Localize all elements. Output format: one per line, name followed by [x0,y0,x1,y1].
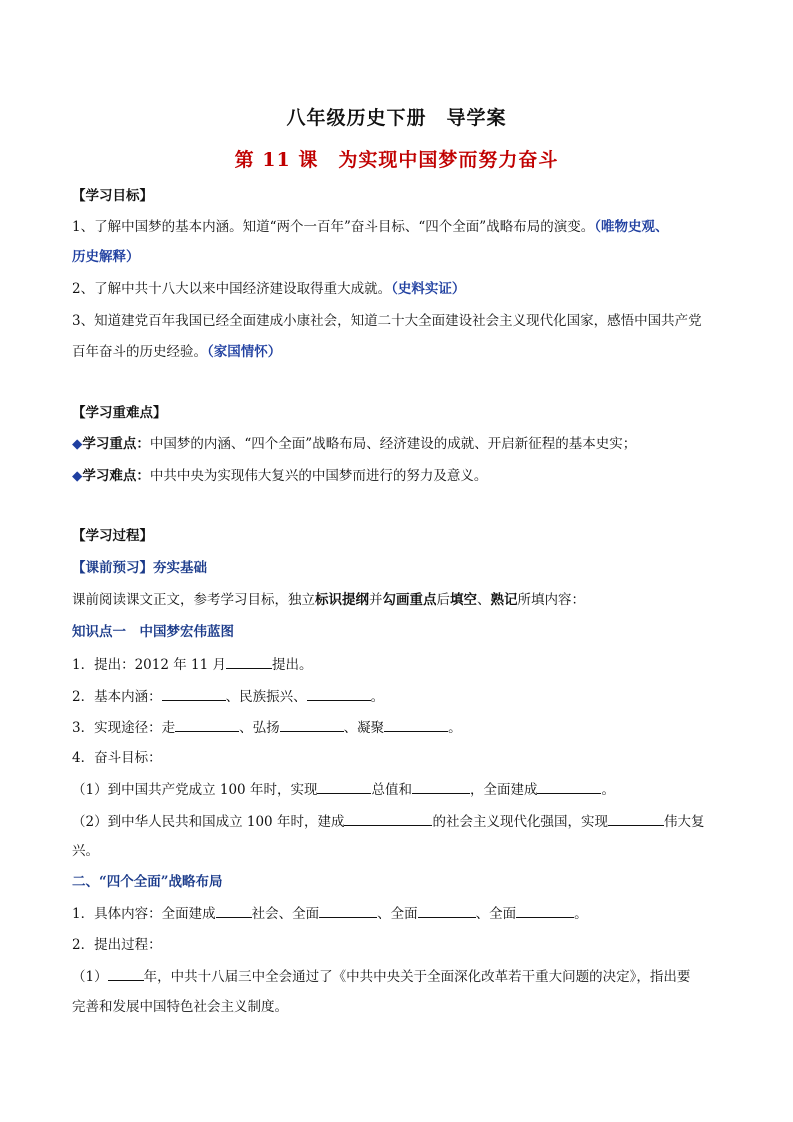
q-text: 总值和 [371,782,412,798]
s2-q1 [72,903,732,924]
instr-bold: 填空 [450,592,477,608]
fill-blank[interactable] [317,779,371,794]
fill-blank[interactable] [307,686,371,701]
lesson-title: 第 11 课 为实现中国梦而努力奋斗 [234,149,559,171]
q-text: 。 [370,689,385,705]
q-text: 、民族振兴、 [225,689,307,705]
instr-bold: 标识提纲 [315,592,369,608]
preview-title: 夯实基础 [153,560,207,576]
instr-text: 后 [436,592,450,608]
fill-blank[interactable] [216,903,252,918]
objective-1-tag: （唯物史观、 [594,219,669,235]
objective-1-tag-cont: 历史解释） [72,249,140,265]
preview-heading [72,558,732,578]
q-text: 社会、全面 [251,906,320,922]
q-text: 。 [448,720,462,736]
objective-1-text: 1、了解中国梦的基本内涵。知道“两个一百年”奋斗目标、“四个全面”战略布局的演变。 [72,219,595,235]
s1-q4-2 [72,811,732,832]
s1-q3 [72,717,732,738]
q-text: 1．具体内容：全面建成 [72,906,216,922]
diamond-bullet-icon: ◆ [72,436,83,452]
key-difficulty [72,466,732,486]
preview-tag: 【课前预习】 [72,560,153,576]
objective-3 [72,311,732,331]
fill-blank[interactable] [175,717,239,732]
q-text: （1） [72,969,108,985]
fill-blank[interactable] [319,903,377,918]
objectives-heading: 【学习目标】 [72,188,153,204]
objective-3-cont [72,342,732,362]
objective-3-text-cont: 百年奋斗的历史经验。 [72,344,207,360]
s2-q2-1-cont: 完善和发展中国特色社会主义制度。 [72,999,288,1015]
objective-2-tag: （史料实证） [391,281,466,297]
fill-blank[interactable] [344,811,432,826]
q-text: （1）到中国共产党成立 100 年时，实现 [72,782,318,798]
s1-q2 [72,686,732,707]
s2-q2-1 [72,966,732,987]
key-difficulty-text: 中共中央为实现伟大复兴的中国梦而进行的努力及意义。 [149,468,488,484]
preview-instructions [72,590,732,610]
q-text: （2）到中华人民共和国成立 100 年时，建成 [72,814,345,830]
keypoints-heading: 【学习重难点】 [72,405,167,421]
fill-blank[interactable] [162,686,226,701]
q-text: 、凝聚 [343,720,385,736]
objective-1-cont [72,247,732,267]
objective-3-text: 3、知道建党百年我国已经全面建成小康社会，知道二十大全面建设社会主义现代化国家，感悟中国共产党 [72,313,702,329]
instr-text: 课前阅读课文正文，参考学习目标，独立 [72,592,315,608]
q-text: ，全面建成 [469,782,538,798]
instr-text: 并 [369,592,383,608]
instr-text: 、 [477,592,491,608]
q-text: 3．实现途径：走 [72,720,176,736]
q-text: 1．提出：2012 年 11 月 [72,657,226,673]
section1-heading: 知识点一 中国梦宏伟蓝图 [72,624,234,640]
fill-blank[interactable] [384,717,448,732]
q-text: 、全面 [377,906,418,922]
s2-q2: 2．提出过程： [72,937,162,953]
key-difficulty-label: 学习难点： [82,468,150,484]
document-title: 八年级历史下册 导学案 [286,107,507,129]
objective-2-text: 2、了解中共十八大以来中国经济建设取得重大成就。 [72,281,392,297]
diamond-bullet-icon: ◆ [72,468,83,484]
s1-q1 [72,654,732,675]
fill-blank[interactable] [108,966,144,981]
section2-heading: 二、“四个全面”战略布局 [72,874,223,890]
q-text: 伟大复 [663,814,705,830]
s1-q4: 4．奋斗目标： [72,750,162,766]
q-text: 年，中共十八届三中全会通过了《中共中央关于全面深化改革若干重大问题的决定》，指出要 [143,969,691,985]
objective-3-tag: （家国情怀） [207,344,282,360]
q-text: 提出。 [272,657,313,673]
instr-bold: 熟记 [490,592,518,608]
fill-blank[interactable] [226,654,272,669]
process-heading: 【学习过程】 [72,528,153,544]
key-focus [72,434,732,454]
fill-blank[interactable] [608,811,664,826]
q-text: 、弘扬 [239,720,280,736]
key-focus-label: 学习重点： [82,436,150,452]
instr-text: 所填内容： [517,592,585,608]
s1-q4-2-cont: 兴。 [72,843,99,859]
q-text: 的社会主义现代化强国，实现 [432,814,608,830]
fill-blank[interactable] [412,779,470,794]
q-text: 、全面 [475,906,517,922]
q-text: 。 [601,782,615,798]
objective-2 [72,279,732,299]
fill-blank[interactable] [537,779,601,794]
q-text: 2．基本内涵： [72,689,162,705]
instr-bold: 勾画重点 [382,592,437,608]
fill-blank[interactable] [516,903,574,918]
fill-blank[interactable] [418,903,476,918]
q-text: 。 [574,906,588,922]
s1-q4-1 [72,779,732,800]
fill-blank[interactable] [280,717,344,732]
objective-1 [72,217,732,237]
key-focus-text: 中国梦的内涵、“四个全面”战略布局、经济建设的成就、开启新征程的基本史实； [149,436,637,452]
